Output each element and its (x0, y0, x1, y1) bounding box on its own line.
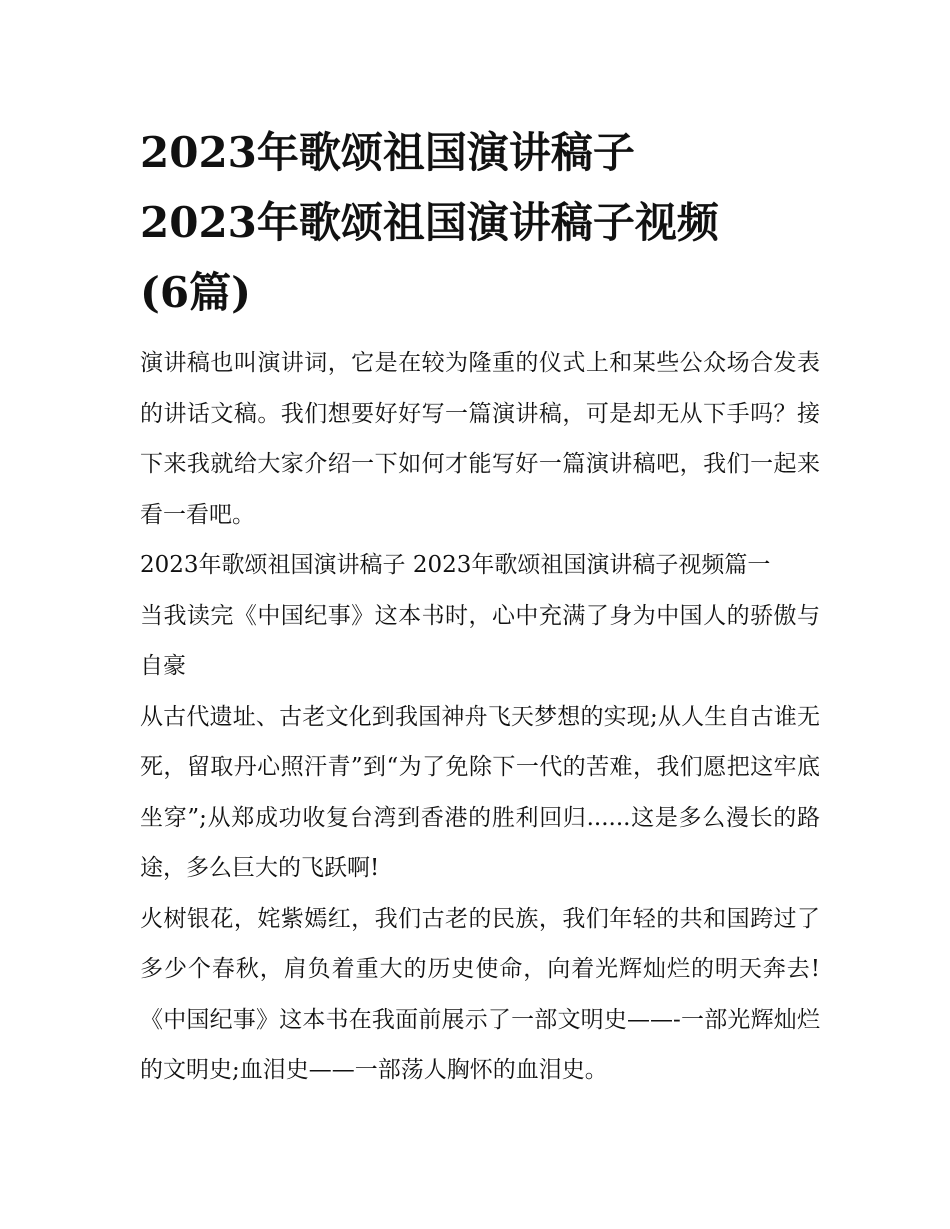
document-page (140, 118, 820, 1096)
title-line-1: 2023年歌颂祖国演讲稿子 (140, 128, 635, 177)
section-heading-paragraph: 2023年歌颂祖国演讲稿子 2023年歌颂祖国演讲稿子视频篇一 (140, 552, 771, 578)
title-line-3: (6篇) (140, 268, 251, 317)
body-paragraph-3: 火树银花，姹紫嫣红，我们古老的民族，我们年轻的共和国跨过了多少个春秋，肩负着重大的历史使命，向着光辉灿烂的明天奔去!《中国纪事》这本书在我面前展示了一部文明史——-一部光辉灿烂的文明史;血泪史——一部荡人胸怀的血泪史。 (140, 905, 820, 1083)
body-paragraph-2: 从古代遗址、古老文化到我国神舟飞天梦想的实现;从人生自古谁无死，留取丹心照汗青”到“为了免除下一代的苦难，我们愿把这牢底坐穿”;从郑成功收复台湾到香港的胜利回归......这是多么漫长的路途，多么巨大的飞跃啊! (140, 703, 820, 881)
title-line-2: 2023年歌颂祖国演讲稿子视频 (140, 198, 719, 247)
body-paragraph-1: 当我读完《中国纪事》这本书时，心中充满了身为中国人的骄傲与自豪 (140, 602, 820, 679)
intro-paragraph: 演讲稿也叫演讲词，它是在较为隆重的仪式上和某些公众场合发表的讲话文稿。我们想要好好写一篇演讲稿，可是却无从下手吗？接下来我就给大家介绍一下如何才能写好一篇演讲稿吧，我们一起来看一看吧。 (140, 350, 820, 528)
document-title (140, 118, 820, 328)
